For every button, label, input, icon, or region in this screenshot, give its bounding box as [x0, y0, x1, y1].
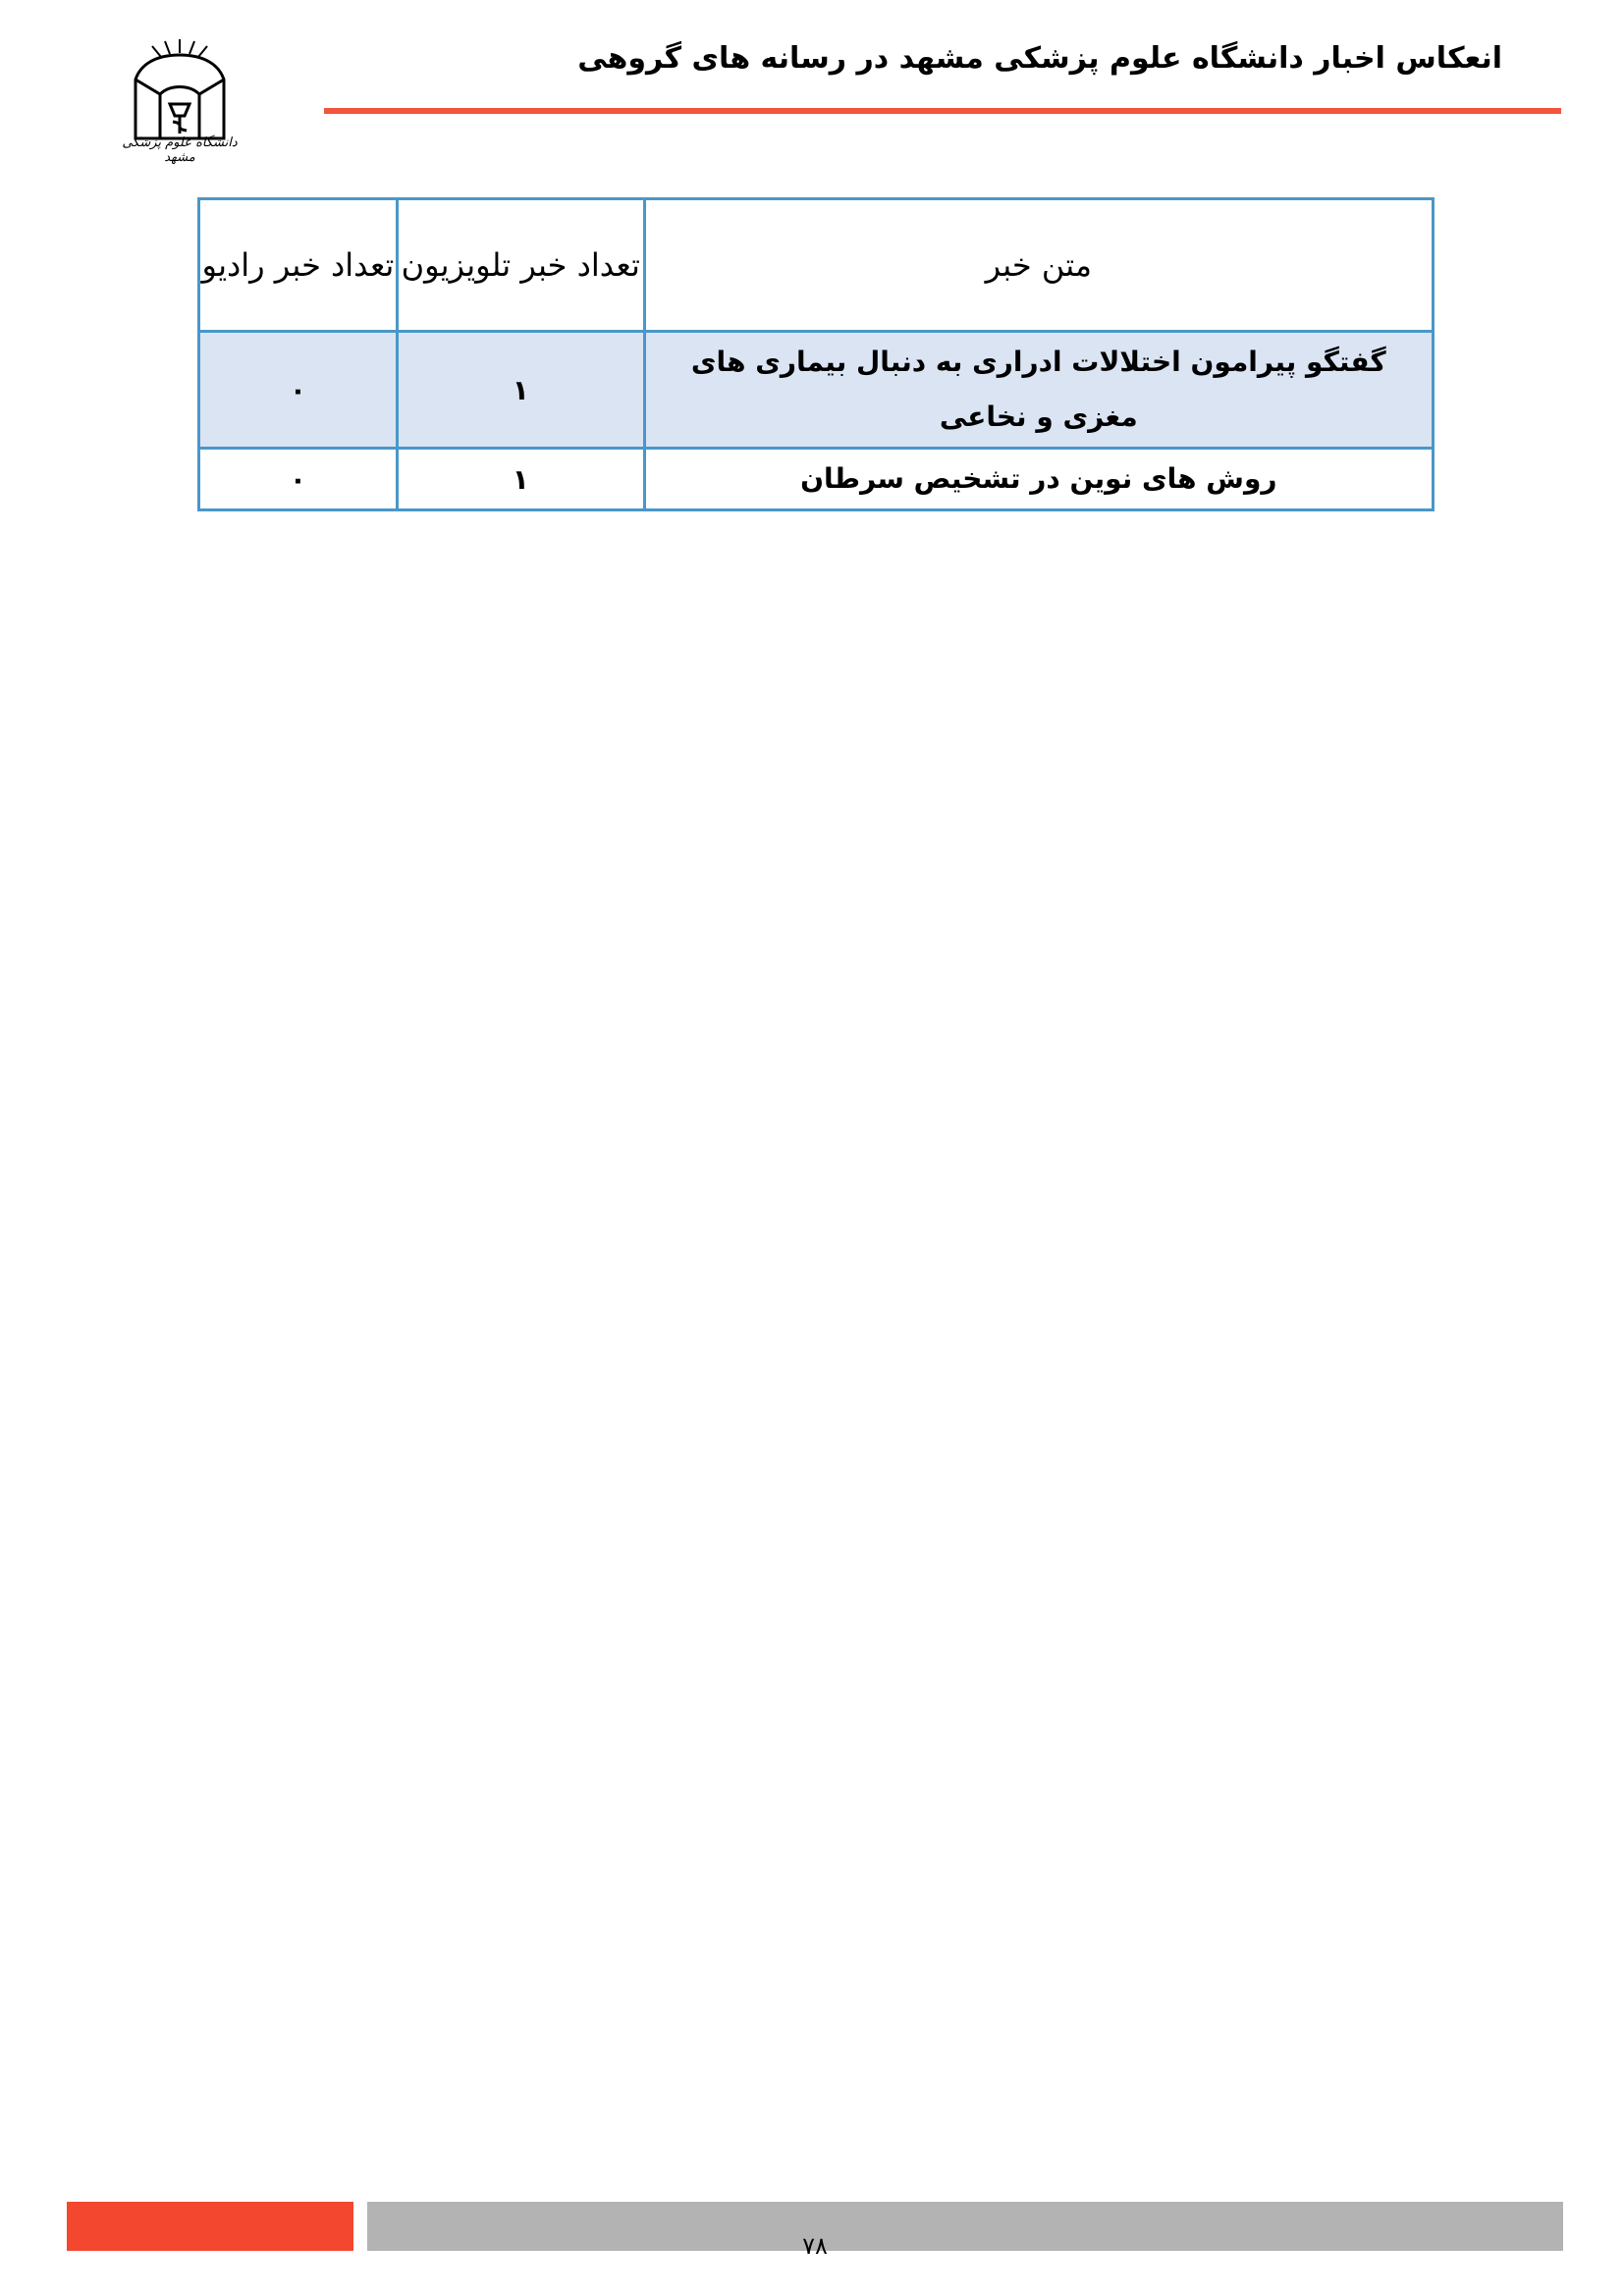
radio-count-cell: ۰ — [199, 449, 398, 510]
footer-gray-bar — [367, 2202, 1563, 2251]
table-header-row — [199, 199, 1434, 332]
page-number: ۷۸ — [802, 2232, 828, 2260]
header-divider — [324, 108, 1561, 114]
news-table — [197, 197, 1435, 511]
column-header-radio-count: تعداد خبر رادیو — [199, 199, 398, 332]
footer-accent-bar — [67, 2202, 353, 2251]
news-text-cell: روش های نوین در تشخیص سرطان — [644, 449, 1433, 510]
news-text-cell: گفتگو پیرامون اختلالات ادراری به دنبال بیماری های مغزی و نخاعی — [644, 332, 1433, 449]
tv-count-cell: ۱ — [397, 332, 644, 449]
column-header-news-text: متن خبر — [644, 199, 1433, 332]
radio-count-cell: ۰ — [199, 332, 398, 449]
page-header-title: انعکاس اخبار دانشگاه علوم پزشکی مشهد در رسانه های گروهی — [577, 41, 1502, 76]
tv-count-cell: ۱ — [397, 449, 644, 510]
column-header-tv-count: تعداد خبر تلویزیون — [397, 199, 644, 332]
table-row — [199, 332, 1434, 449]
table-row — [199, 449, 1434, 510]
logo-caption: دانشگاه علوم پزشکی مشهد — [122, 135, 238, 165]
